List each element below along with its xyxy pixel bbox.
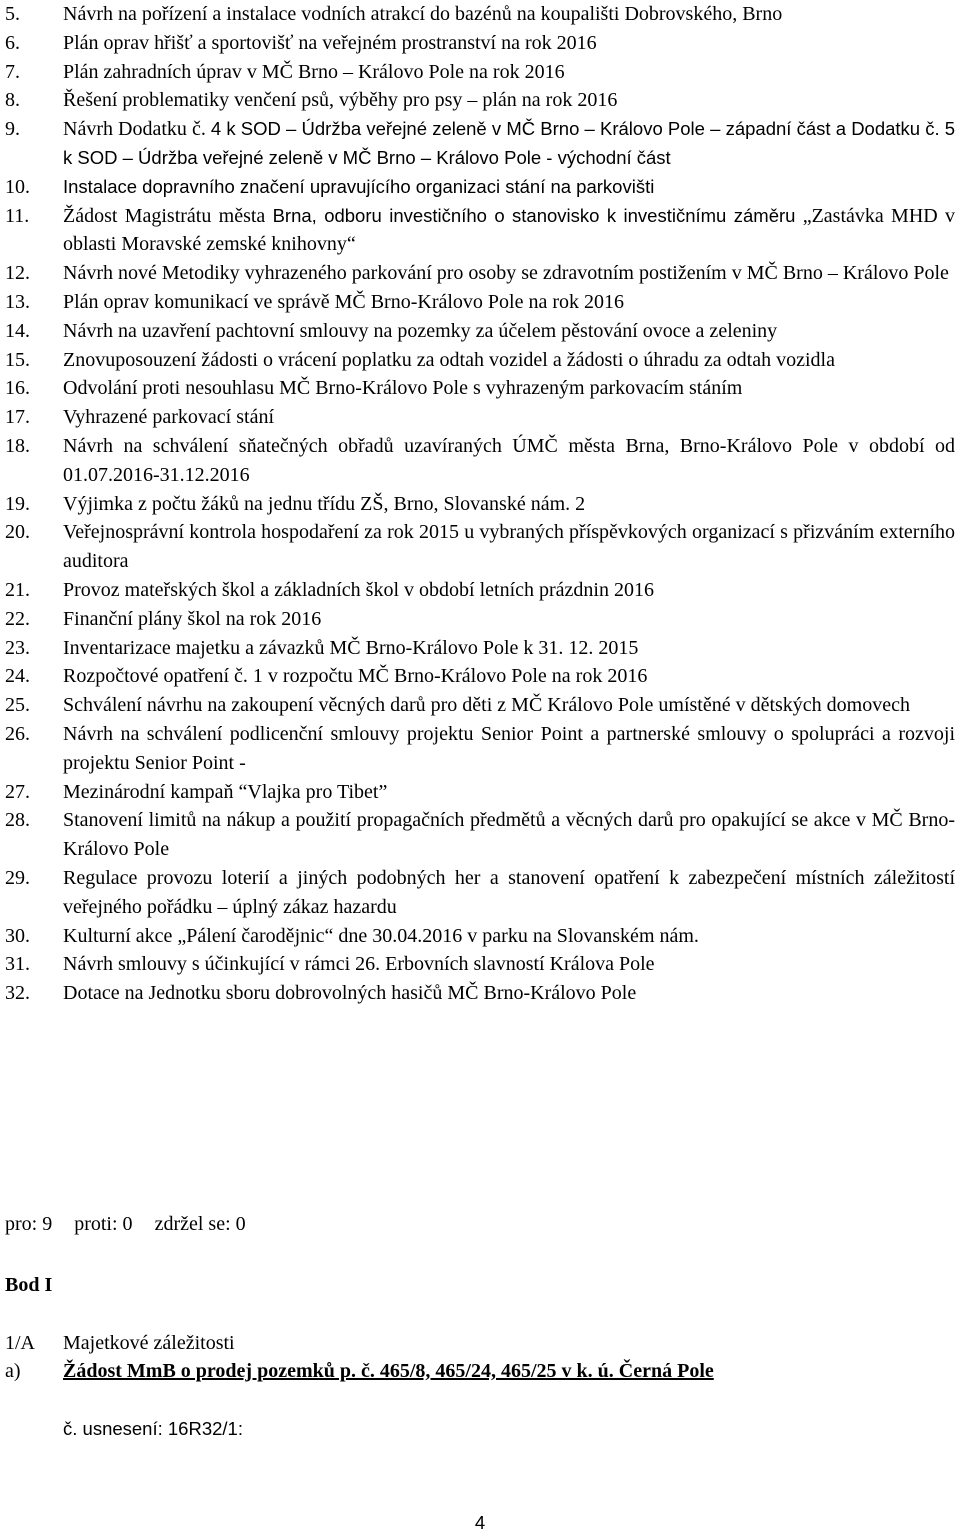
item-number: 7. [5,60,20,83]
item-number: 14. [5,319,30,342]
item-text: Regulace provozu loterií a jiných podobných her a stanovení opatření k zabezpečení místních záležitostí veřejného pořádku – úplný zákaz hazardu [63,866,955,918]
item-number: 24. [5,665,30,688]
list-item [5,518,955,576]
item-number: 17. [5,406,30,429]
item-number: 21. [5,578,30,601]
list-item [5,0,955,29]
section-heading: Bod I [5,1274,53,1296]
list-item [5,317,955,346]
list-item [5,778,955,807]
item-text-part: Kulturní akce „Pálení čarodějnic“ dne 30.04.2016 v parku na Slovanském nám. [63,924,699,947]
list-item [5,806,955,864]
item-number: 8. [5,89,20,112]
vote-zdrzel: zdržel se: 0 [154,1213,246,1235]
list-item [5,576,955,605]
item-text: Finanční plány škol na rok 2016 [63,607,322,630]
list-item [5,720,955,778]
list-item [5,662,955,691]
list-item [5,634,955,663]
item-text: Plán zahradních úprav v MČ Brno – Královo Pole na rok 2016 [63,60,565,83]
item-number: 22. [5,607,30,630]
item-text [63,115,955,173]
subsection-number: 1/A [5,1332,35,1354]
item-text: Vyhrazené parkovací stání [63,406,275,429]
list-item [5,115,955,173]
item-title: Žádost MmB o prodej pozemků p. č. 465/8, 465/24, 465/25 v k. ú. Černá Pole [63,1360,714,1382]
item-text: Instalace dopravního značení upravujícího organizaci stání na parkovišti [63,175,655,197]
list-item [5,58,955,87]
vote-result [5,1213,268,1236]
item-text-part: Brna, odboru investičního o stanovisko k investičnímu záměru [272,204,796,226]
item-text: Inventarizace majetku a závazků MČ Brno-Královo Pole k 31. 12. 2015 [63,636,639,659]
list-item [5,288,955,317]
item-text [63,922,955,951]
item-number: 29. [5,866,30,889]
list-item [5,950,955,979]
item-text: Schválení návrhu na zakoupení věcných darů pro děti z MČ Královo Pole umístěné v dětských domovech [63,694,910,717]
item-text: Návrh smlouvy s účinkující v rámci 26. Erbovních slavností Králova Pole [63,953,655,976]
list-item [5,922,955,951]
item-number: 13. [5,290,30,313]
item-number: 5. [5,3,20,25]
item-text: Dotace na Jednotku sboru dobrovolných hasičů MČ Brno-Královo Pole [63,982,637,1005]
item-text: Návrh na uzavření pachtovní smlouvy na pozemky za účelem pěstování ovoce a zeleniny [63,319,778,342]
item-text: Plán oprav komunikací ve správě MČ Brno-Královo Pole na rok 2016 [63,290,625,313]
list-item [5,202,955,260]
item-text-part: Návrh Dodatku č. [63,118,206,141]
list-item [5,173,955,202]
item-text: Znovuposouzení žádosti o vrácení poplatku za odtah vozidel a žádosti o úhradu za odtah vozidla [63,348,835,371]
agenda-list [5,0,955,1008]
item-text: Odvolání proti nesouhlasu MČ Brno-Královo Pole s vyhrazeným parkovacím stáním [63,377,743,400]
item-number: 18. [5,434,30,457]
subsection-heading [5,1332,235,1355]
item-text: Rozpočtové opatření č. 1 v rozpočtu MČ Brno-Královo Pole na rok 2016 [63,665,648,688]
item-text: Návrh nové Metodiky vyhrazeného parkování pro osoby se zdravotním postižením v MČ Brno – Královo Pole [63,262,949,285]
page-number: 4 [474,1512,486,1533]
item-text: Mezinárodní kampaň “Vlajka pro Tibet” [63,780,388,803]
item-text-part: 5 k SOD – Údržba veřejné zeleně v MČ Brno – Královo Pole - východní část [63,118,956,168]
item-text: Plán oprav hřišť a sportovišť na veřejném prostranství na rok 2016 [63,31,597,54]
item-number: 26. [5,722,30,745]
list-item [5,691,955,720]
item-heading [5,1360,714,1383]
item-number: 9. [5,118,20,141]
item-number: 28. [5,809,30,832]
item-number: 23. [5,636,30,659]
vote-proti: proti: 0 [74,1213,133,1235]
item-text: Veřejnosprávní kontrola hospodaření za rok 2015 u vybraných příspěvkových organizací s přizváním externího auditora [63,521,955,573]
item-number: 16. [5,377,30,400]
item-text: Výjimka z počtu žáků na jednu třídu ZŠ, Brno, Slovanské nám. 2 [63,492,586,515]
item-text-part: „Zastávka MHD v oblasti Moravské zemské knihovny“ [63,204,955,256]
item-number: 31. [5,953,30,976]
item-text: Provoz mateřských škol a základních škol v období letních prázdnin 2016 [63,578,654,601]
item-number: 6. [5,31,20,54]
item-text: Stanovení limitů na nákup a použití propagačních předmětů a věcných darů pro opakující se akce v MČ Brno-Královo Pole [63,809,955,861]
list-item [5,29,955,58]
list-item [5,374,955,403]
list-item [5,259,955,288]
item-number: 27. [5,780,30,803]
item-text-part: 4 k SOD – Údržba veřejné zeleně v MČ Brno – Královo Pole – západní část a Dodatku č. [210,118,940,140]
list-item [5,605,955,634]
subsection-label: Majetkové záležitosti [63,1332,235,1354]
item-number: 11. [5,204,30,227]
resolution-number: č. usnesení: 16R32/1: [63,1418,243,1439]
item-number: 15. [5,348,30,371]
list-item [5,403,955,432]
vote-pro: pro: 9 [5,1213,53,1235]
item-text: Návrh na schválení sňatečných obřadů uzavíraných ÚMČ města Brna, Brno-Královo Pole v období od 01.07.2016-31.12.2016 [63,434,955,486]
list-item [5,86,955,115]
item-text: Návrh na schválení podlicenční smlouvy projektu Senior Point a partnerské smlouvy o spolupráci a rozvoji projektu Senior Point - [63,722,955,774]
list-item [5,346,955,375]
list-item [5,864,955,922]
item-letter: a) [5,1360,21,1382]
item-number: 25. [5,694,30,717]
item-number: 10. [5,175,30,198]
list-item [5,490,955,519]
item-number: 20. [5,521,30,544]
item-text-part: Žádost Magistrátu města [63,204,273,227]
item-number: 32. [5,982,30,1005]
list-item [5,979,955,1008]
item-text: Návrh na pořízení a instalace vodních atrakcí do bazénů na koupališti Dobrovského, Brno [63,3,783,25]
item-text [63,202,955,260]
item-number: 19. [5,492,30,515]
item-text: Řešení problematiky venčení psů, výběhy pro psy – plán na rok 2016 [63,89,618,112]
list-item [5,432,955,490]
item-number: 30. [5,924,30,947]
item-number: 12. [5,262,30,285]
